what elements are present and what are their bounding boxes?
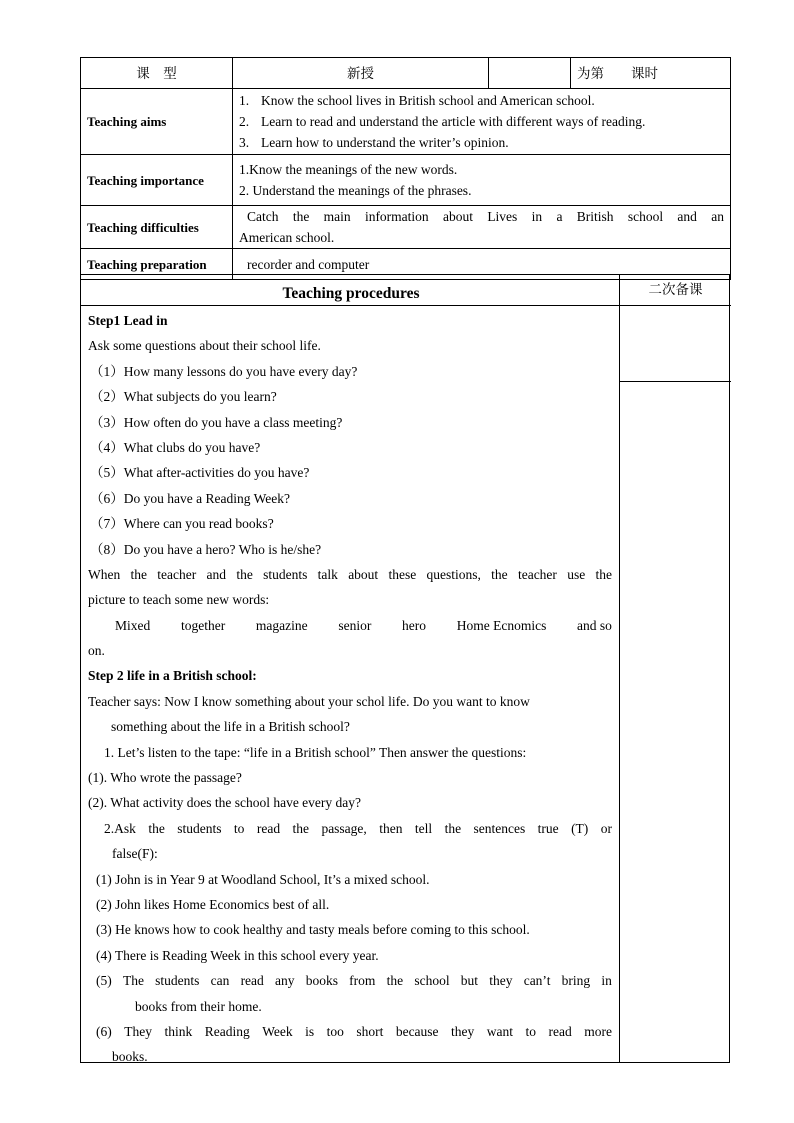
word: Mixed <box>115 617 151 633</box>
step2-line1: Teacher says: Now I know something about your schol life. Do you want to know <box>88 693 530 709</box>
info-table <box>80 57 731 280</box>
difficulties-line2: American school. <box>239 230 335 245</box>
teacher-line2: picture to teach some new words: <box>88 592 270 608</box>
question-item: （1）How many lessons do you have every day? <box>90 363 358 379</box>
word: together <box>180 617 226 633</box>
word: hero <box>402 617 427 633</box>
aim-item: 3. Learn how to understand the writer’s opinion. <box>239 135 509 150</box>
question-item: （4）What clubs do you have? <box>90 439 261 455</box>
step2-line2: something about the life in a British school? <box>111 719 350 735</box>
ask-line2: false(F): <box>112 846 158 862</box>
tf-item: (1) John is in Year 9 at Woodland School, It’s a mixed school. <box>96 871 430 887</box>
question-item: （7）Where can you read books? <box>90 516 274 532</box>
aims-label: Teaching aims <box>81 89 233 155</box>
question-item: （5）What after-activities do you have? <box>90 465 310 481</box>
listen-question: (1). Who wrote the passage? <box>88 770 242 786</box>
word: magazine <box>255 617 308 633</box>
blank-cell <box>489 58 571 89</box>
preparation-value: recorder and computer <box>233 249 731 280</box>
procedures-body <box>88 308 612 1070</box>
difficulties-label: Teaching difficulties <box>81 206 233 249</box>
step1-title: Step1 Lead in <box>88 313 168 328</box>
tf-item: (4) There is Reading Week in this school every year. <box>96 947 379 963</box>
step1-intro: Ask some questions about their school life. <box>88 338 321 354</box>
tf5-line1: (5) The students can read any books from the school but they can’t bring in <box>96 973 612 989</box>
tf5-line2: books from their home. <box>135 998 262 1014</box>
aims-content <box>233 89 731 155</box>
ask-line1: 2.Ask the students to read the passage, then tell the sentences true (T) or <box>104 820 612 836</box>
importance-content: 1.Know the meanings of the new words. 2. Understand the meanings of the phrases. <box>233 155 731 206</box>
importance-row <box>81 155 731 206</box>
aims-row <box>81 89 731 155</box>
word: and so <box>577 617 612 633</box>
tf-item: (3) He knows how to cook healthy and tasty meals before coming to this school. <box>96 922 530 938</box>
question-item: （6）Do you have a Reading Week? <box>90 490 290 506</box>
word: senior <box>338 617 372 633</box>
tf6-line2: books. <box>112 1049 148 1065</box>
words-tail: on. <box>88 643 105 659</box>
new-words <box>88 613 612 638</box>
second-prep-column <box>619 274 730 1063</box>
lesson-plan-header <box>80 57 730 280</box>
type-value: 新授 <box>233 58 489 89</box>
procedures-title: Teaching procedures <box>81 275 621 306</box>
aim-item: 1. Know the school lives in British school and American school. <box>239 93 595 108</box>
teacher-line1: When the teacher and the students talk about these questions, the teacher use the <box>88 566 612 582</box>
preparation-label: Teaching preparation <box>81 249 233 280</box>
listen-question: (2). What activity does the school have every day? <box>88 795 362 811</box>
tf6-line1: (6) They think Reading Week is too short because they want to read more <box>96 1023 612 1039</box>
difficulties-row <box>81 206 731 249</box>
period-label: 为第 课时 <box>571 58 731 89</box>
question-item: （3）How often do you have a class meeting? <box>90 414 343 430</box>
second-prep-box <box>620 306 731 382</box>
step2-title: Step 2 life in a British school: <box>88 668 257 684</box>
listen-line: 1. Let’s listen to the tape: “life in a British school” Then answer the questions: <box>104 744 527 760</box>
type-row <box>81 58 731 89</box>
second-prep-title: 二次备课 <box>620 275 731 306</box>
importance-label: Teaching importance <box>81 155 233 206</box>
type-label: 课 型 <box>81 58 233 89</box>
tf-item: (2) John likes Home Economics best of all. <box>96 896 330 912</box>
difficulties-line1: Catch the main information about Lives in a British school and an <box>247 209 724 224</box>
word: Home Ecnomics <box>456 617 547 633</box>
question-item: （8）Do you have a hero? Who is he/she? <box>90 541 322 557</box>
difficulties-content <box>233 206 731 249</box>
aim-item: 2. Learn to read and understand the article with different ways of reading. <box>239 114 646 129</box>
procedures-main <box>80 274 620 1063</box>
question-item: （2）What subjects do you learn? <box>90 389 277 405</box>
